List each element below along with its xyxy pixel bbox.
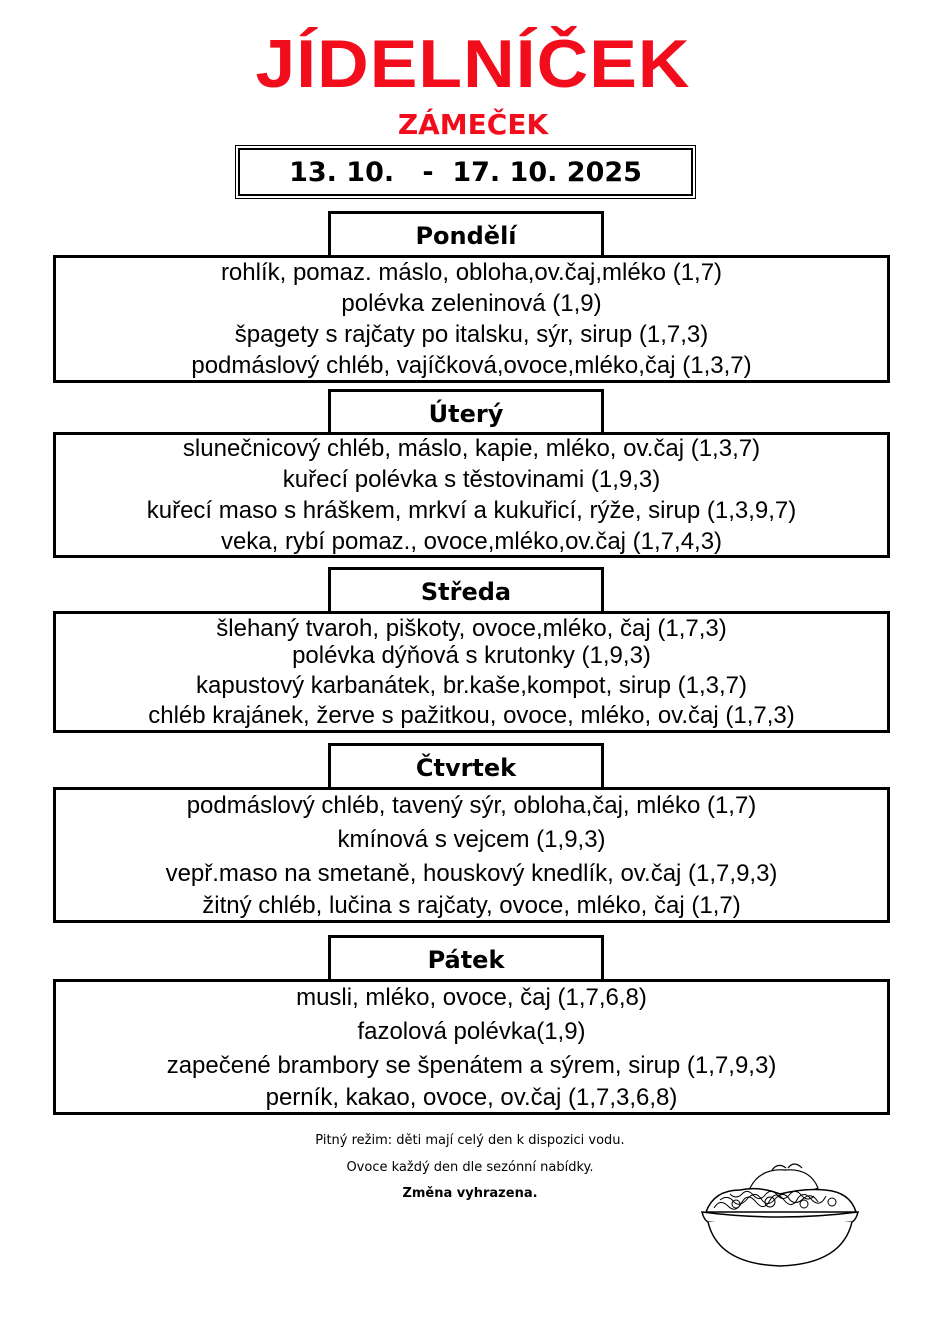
meal-soup: kuřecí polévka s těstovinami (1,9,3) <box>282 466 661 493</box>
day-header-wednesday: Středa <box>328 567 604 613</box>
meal-soup: kmínová s vejcem (1,9,3) <box>337 826 606 853</box>
day-header-friday: Pátek <box>328 935 604 981</box>
subtitle: ZÁMEČEK <box>397 108 549 141</box>
day-menu-wednesday <box>53 611 890 733</box>
meal-snack: žitný chléb, lučina s rajčaty, ovoce, mléko, čaj (1,7) <box>202 892 741 919</box>
meal-snack: perník, kakao, ovoce, ov.čaj (1,7,3,6,8) <box>265 1084 678 1111</box>
meal-soup: polévka zeleninová (1,9) <box>341 290 602 317</box>
meal-breakfast: rohlík, pomaz. máslo, obloha,ov.čaj,mléko (1,7) <box>220 259 723 286</box>
date-range-box <box>235 145 696 199</box>
day-header-tuesday: Úterý <box>328 389 604 435</box>
meal-lunch: kuřecí maso s hráškem, mrkví a kukuřicí, rýže, sirup (1,3,9,7) <box>146 497 797 524</box>
meal-breakfast: podmáslový chléb, tavený sýr, obloha,čaj, mléko (1,7) <box>186 792 757 819</box>
day-menu-friday <box>53 979 890 1115</box>
date-range: 13. 10. - 17. 10. 2025 <box>238 148 693 196</box>
meal-lunch: špagety s rajčaty po italsku, sýr, sirup (1,7,3) <box>234 321 709 348</box>
day-header-thursday: Čtvrtek <box>328 743 604 789</box>
meal-breakfast: musli, mléko, ovoce, čaj (1,7,6,8) <box>296 984 647 1011</box>
meal-snack: podmáslový chléb, vajíčková,ovoce,mléko,čaj (1,3,7) <box>191 352 752 379</box>
meal-soup: polévka dýňová s krutonky (1,9,3) <box>292 641 651 669</box>
day-menu-tuesday <box>53 432 890 558</box>
meal-soup: fazolová polévka(1,9) <box>357 1018 586 1045</box>
day-header-monday: Pondělí <box>328 211 604 257</box>
day-menu-thursday <box>53 787 890 923</box>
meal-snack: chléb krajánek, žerve s pažitkou, ovoce, mléko, ov.čaj (1,7,3) <box>148 701 795 729</box>
spaghetti-bowl-icon <box>700 1160 860 1270</box>
footer-drinking-note: Pitný režim: děti mají celý den k dispozici vodu. <box>315 1133 625 1148</box>
page-title: JÍDELNÍČEK <box>255 26 691 102</box>
meal-snack: veka, rybí pomaz., ovoce,mléko,ov.čaj (1,7,4,3) <box>220 528 723 555</box>
meal-lunch: vepř.maso na smetaně, houskový knedlík, ov.čaj (1,7,9,3) <box>165 860 778 887</box>
footer-change-note: Změna vyhrazena. <box>402 1186 538 1201</box>
meal-lunch: zapečené brambory se špenátem a sýrem, sirup (1,7,9,3) <box>166 1052 777 1079</box>
meal-breakfast: šlehaný tvaroh, piškoty, ovoce,mléko, čaj (1,7,3) <box>216 614 727 642</box>
meal-lunch: kapustový karbanátek, br.kaše,kompot, sirup (1,3,7) <box>196 671 747 699</box>
day-menu-monday <box>53 255 890 383</box>
footer-fruit-note: Ovoce každý den dle sezónní nabídky. <box>346 1160 594 1175</box>
meal-breakfast: slunečnicový chléb, máslo, kapie, mléko, ov.čaj (1,3,7) <box>182 435 761 462</box>
